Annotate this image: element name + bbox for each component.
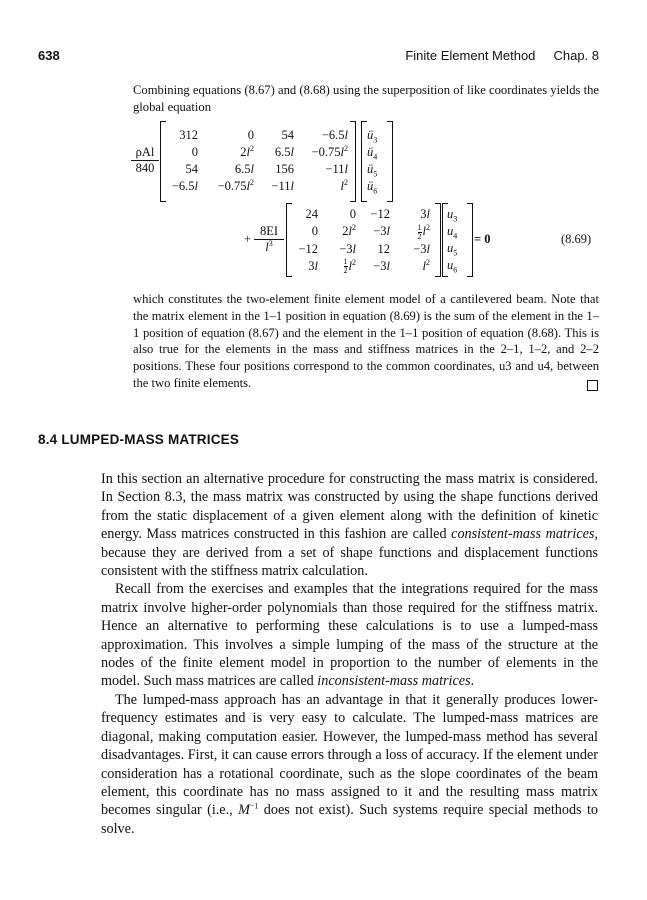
- matrix-cell: $l^2$: [422, 257, 430, 273]
- matrix-cell: −3l: [413, 241, 430, 256]
- matrix-cell: $2l^2$: [240, 143, 254, 159]
- vector-cell: $u_3$: [447, 207, 458, 224]
- matrix-cell: $2l^2$: [342, 222, 356, 238]
- matrix-cell: 0: [349, 207, 356, 221]
- matrix-cell: 156: [275, 162, 294, 176]
- equation-8-69: [0, 0, 647, 290]
- stiff-coef-numerator: 8EI: [254, 224, 284, 240]
- vector-cell: $ü_3$: [367, 128, 378, 145]
- paragraph-2: Recall from the exercises and examples that the integrations required for the mass matrix involve higher-order polynomials than those required for the stiffness matrix. Hence an alternative to performing these calculations is to use a lumped-mass approximation. This involves a simple lumping of the mass of the structure at the nodes of the finite element model in proportion to the number of elements in the model. Such mass matrices are called inconsistent-mass matrices.: [101, 581, 598, 690]
- accel-vector-right-bracket: [387, 121, 393, 202]
- mass-matrix-right-bracket: [350, 121, 356, 202]
- matrix-cell: −6.5l: [171, 179, 198, 193]
- stiffness-matrix: [290, 206, 434, 275]
- acceleration-vector: [364, 127, 386, 195]
- vector-cell: $u_6$: [447, 258, 458, 275]
- matrix-cell: −12: [370, 207, 390, 221]
- post-equation-text: which constitutes the two-element finite element model of a cantilevered beam. Note that the matrix element in the 1–1 position in equation (8.69) is the sum of the element in the 1–1 position of equation (8.67) and the element in the 1–1 position of equation (8.68). This is also true for the elements in the mass and stiffness matrices in the 2–1, 1–2, and 2–2 positions. These four positions correspond to the common coordinates, u3 and u4, between the two finite elements.: [133, 292, 599, 390]
- vector-cell: $ü_4$: [367, 145, 378, 162]
- equation-number: (8.69): [561, 232, 592, 246]
- matrix-cell: $-0.75l^2$: [217, 177, 254, 193]
- stiffness-matrix-right-bracket: [435, 203, 441, 277]
- matrix-cell: 6.5l: [274, 145, 294, 159]
- matrix-cell: −3l: [339, 241, 356, 256]
- matrix-cell: −11l: [271, 179, 294, 193]
- mass-coef-numerator: ρAl: [131, 145, 159, 161]
- displacement-vector: [444, 206, 466, 274]
- page-number: 638: [38, 48, 60, 63]
- section-heading: 8.4 LUMPED-MASS MATRICES: [38, 432, 240, 447]
- stiff-coef-denominator: $l^3$: [265, 238, 273, 254]
- matrix-cell: $-0.75l^2$: [311, 143, 348, 159]
- matrix-cell: 12: [377, 241, 390, 256]
- matrix-cell: 0: [247, 128, 254, 142]
- matrix-cell: −3l: [373, 258, 390, 273]
- matrix-cell: 3l: [308, 258, 318, 273]
- body-text: [101, 470, 598, 838]
- vector-cell: $ü_6$: [367, 179, 378, 196]
- matrix-cell: 312: [179, 128, 198, 142]
- mass-matrix: [166, 127, 352, 195]
- vector-cell: $u_4$: [447, 224, 458, 241]
- matrix-cell: 3l: [420, 207, 430, 221]
- intro-text: Combining equations (8.67) and (8.68) using the superposition of like coordinates yields the global equation: [133, 83, 599, 114]
- end-of-example-box: [587, 380, 598, 391]
- vector-cell: $u_5$: [447, 241, 458, 258]
- vector-cell: $ü_5$: [367, 162, 378, 179]
- mass-coef-denominator: 840: [135, 161, 155, 175]
- plus-sign: +: [244, 232, 252, 246]
- matrix-cell: $\frac{1}{2}$ $l^2$: [417, 222, 430, 241]
- matrix-cell: 0: [311, 224, 318, 238]
- matrix-cell: −11l: [325, 162, 348, 176]
- matrix-cell: −12: [298, 241, 318, 256]
- stiffness-coefficient: [254, 224, 284, 255]
- matrix-cell: $\frac{1}{2}$ $l^2$: [343, 257, 356, 276]
- matrix-cell: 54: [185, 162, 198, 176]
- matrix-cell: −3l: [373, 224, 390, 238]
- paragraph-3: The lumped-mass approach has an advantage in that it generally produces lower-frequency estimates and is very easy to calculate. The lumped-mass matrices are diagonal, making computation easier. However, the lumped-mass method has several disadvantages. First, it can cause errors through a loss of accuracy. If the element under consideration has a rotational coordinate, such as the slope coordinates of the beam element, this coordinate has no mass assigned to it and the resulting mass matrix becomes singular (i.e., $M^{-1}$ does not exist). Such systems require special methods to solve.: [101, 691, 598, 837]
- matrix-cell: $l^2$: [340, 177, 348, 193]
- matrix-cell: 0: [191, 145, 198, 159]
- matrix-cell: −6.5l: [321, 128, 348, 142]
- disp-vector-right-bracket: [467, 203, 473, 277]
- matrix-cell: 54: [281, 128, 294, 142]
- matrix-cell: 6.5l: [234, 162, 254, 176]
- equals-zero: = 0: [474, 232, 491, 246]
- matrix-cell: 24: [305, 207, 318, 221]
- running-header: Finite Element Method Chap. 8: [405, 48, 599, 63]
- mass-coefficient: [131, 145, 159, 176]
- paragraph-1: In this section an alternative procedure for constructing the mass matrix is considered. In Section 8.3, the mass matrix was constructed by using the shape functions derived from the static displacement of a given element along with the definition of kinetic energy. Mass matrices constructed in this fashion are called consistent-mass matrices, because they are derived from a set of shape functions and displacement functions consistent with the stiffness matrix calculation.: [101, 471, 598, 580]
